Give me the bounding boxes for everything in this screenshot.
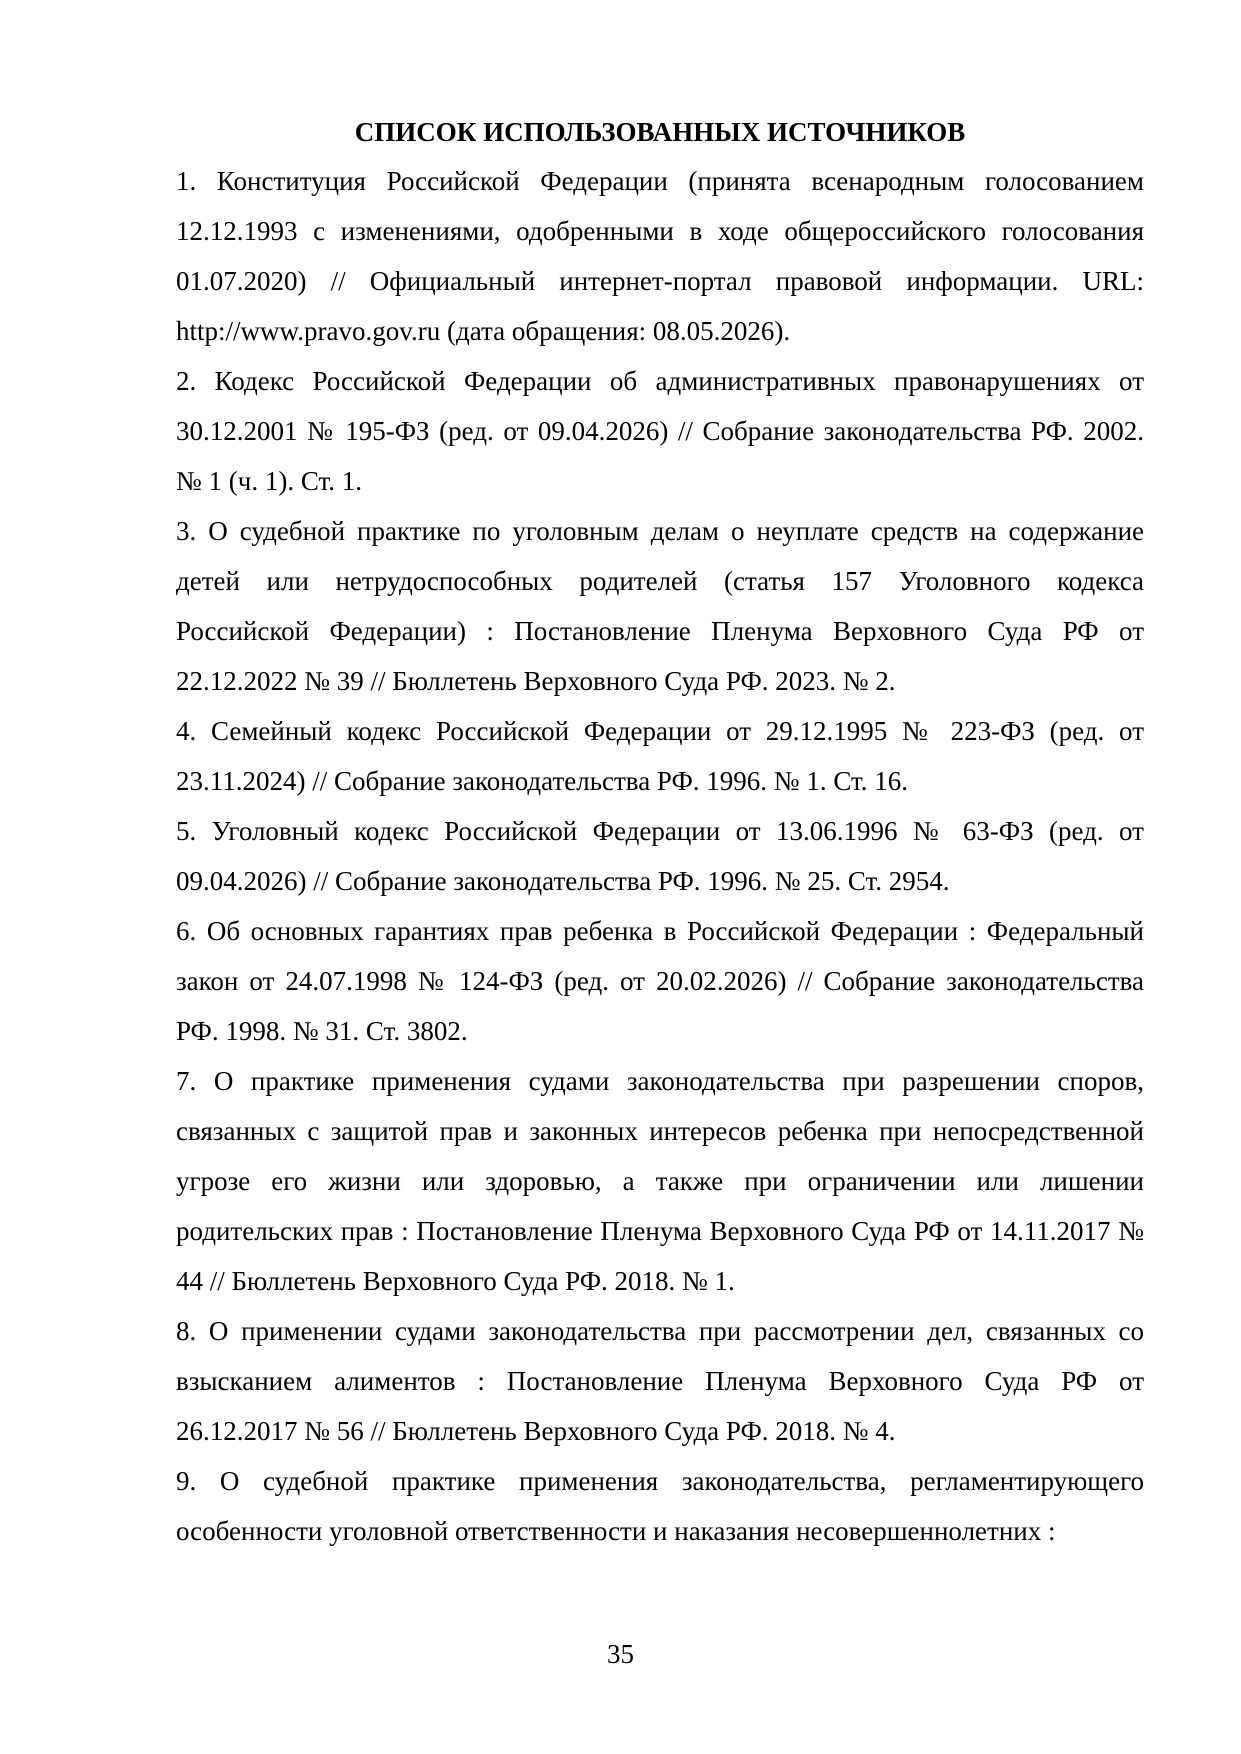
reference-item-7: 7. О практике применения судами законодательства при разрешении споров, связанных с защитой прав и законных интересов ребенка при непосредственной угрозе его жизни или здоровью, а также при ограничении или лишении родительских прав : Постановление Пленума Верховного Суда РФ от 14.11.2017 № 44 // Бюллетень Верховного Суда РФ. 2018. № 1. <box>176 1066 1144 1296</box>
page-number: 35 <box>607 1639 634 1669</box>
reference-item-8: 8. О применении судами законодательства при рассмотрении дел, связанных со взысканием алиментов : Постановление Пленума Верховного Суда РФ от 26.12.2017 № 56 // Бюллетень Верховного Суда РФ. 2018. № 4. <box>176 1316 1144 1446</box>
reference-list <box>176 156 1144 1556</box>
reference-item-9: 9. О судебной практике применения законодательства, регламентирующего особенности уголовной ответственности и наказания несовершеннолетних : <box>176 1466 1144 1546</box>
reference-item-2: 2. Кодекс Российской Федерации об административных правонарушениях от 30.12.2001 № 195-ФЗ (ред. от 09.04.2026) // Собрание законодательства РФ. 2002. № 1 (ч. 1). Ст. 1. <box>176 366 1144 496</box>
reference-item-1: 1. Конституция Российской Федерации (принята всенародным голосованием 12.12.1993 с изменениями, одобренными в ходе общероссийского голосования 01.07.2020) // Официальный интернет-портал правовой информации. URL: http://www.pravo.gov.ru (дата обращения: 08.05.2026). <box>176 166 1144 346</box>
reference-item-4: 4. Семейный кодекс Российской Федерации от 29.12.1995 № 223-ФЗ (ред. от 23.11.2024) // Собрание законодательства РФ. 1996. № 1. Ст. 16. <box>176 716 1144 796</box>
page-title: СПИСОК ИСПОЛЬЗОВАННЫХ ИСТОЧНИКОВ <box>354 117 966 147</box>
reference-item-3: 3. О судебной практике по уголовным делам о неуплате средств на содержание детей или нетрудоспособных родителей (статья 157 Уголовного кодекса Российской Федерации) : Постановление Пленума Верховного Суда РФ от 22.12.2022 № 39 // Бюллетень Верховного Суда РФ. 2023. № 2. <box>176 516 1144 696</box>
reference-item-6: 6. Об основных гарантиях прав ребенка в Российской Федерации : Федеральный закон от 24.07.1998 № 124-ФЗ (ред. от 20.02.2026) // Собрание законодательства РФ. 1998. № 31. Ст. 3802. <box>176 916 1144 1046</box>
reference-item-5: 5. Уголовный кодекс Российской Федерации от 13.06.1996 № 63-ФЗ (ред. от 09.04.2026) // Собрание законодательства РФ. 1996. № 25. Ст. 2954. <box>176 816 1144 896</box>
